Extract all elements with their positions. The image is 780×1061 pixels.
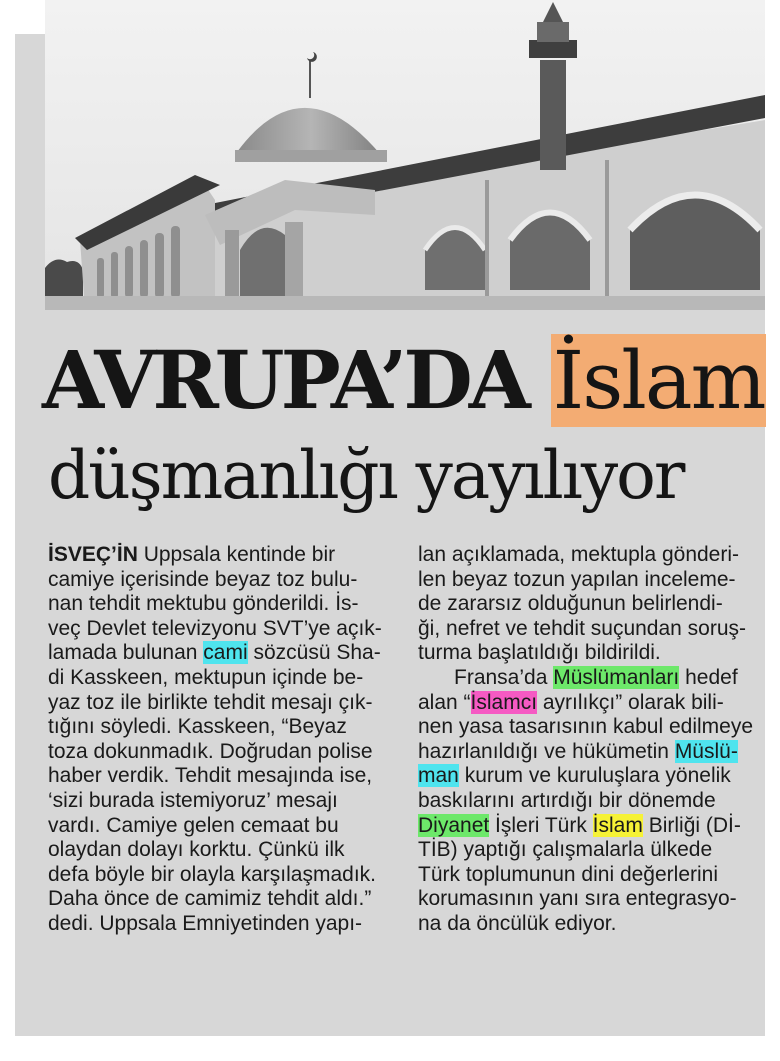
text-segment: toza dokunmadık. Doğrudan polise — [48, 739, 373, 763]
article-line — [418, 740, 762, 765]
text-segment: hedef — [679, 665, 738, 689]
article-line — [48, 641, 392, 666]
highlighted-word: Müslümanları — [553, 665, 680, 689]
article-line — [48, 912, 392, 937]
text-segment: lamada bulunan — [48, 641, 204, 665]
article-column-1 — [48, 543, 392, 937]
article-line — [48, 764, 392, 789]
text-segment: Uppsala kentinde bir — [137, 543, 336, 566]
article-line — [418, 641, 762, 666]
highlighted-word: man — [418, 764, 459, 788]
article-line — [48, 740, 392, 765]
text-segment: TİB) yaptığı çalışmalarla ülkede — [418, 838, 713, 862]
headline-line-1 — [42, 333, 766, 427]
text-segment: vardı. Camiye gelen cemaat bu — [48, 813, 339, 837]
highlighted-word: İslam — [592, 813, 643, 837]
article-line — [418, 863, 762, 888]
text-segment: turma başlatıldığı bildirildi. — [418, 641, 661, 665]
article-line — [48, 617, 392, 642]
text-segment: dedi. Uppsala Emniyetinden yapı- — [48, 911, 363, 935]
headline-line-2: düşmanlığı yayılıyor — [48, 437, 684, 514]
text-segment: de zararsız olduğunun belirlendi- — [418, 592, 723, 616]
article-line — [48, 838, 392, 863]
article-line — [418, 887, 762, 912]
text-segment: defa böyle bir olayla karşılaşmadık. — [48, 862, 376, 886]
article-line — [418, 814, 762, 839]
text-segment: Daha önce de camimiz tehdit aldı.” — [48, 887, 372, 911]
text-segment: len beyaz tozun yapılan inceleme- — [418, 567, 736, 591]
article-line — [418, 666, 762, 691]
text-segment: ği, nefret ve tehdit suçundan soruş- — [418, 616, 747, 640]
article-line — [48, 863, 392, 888]
article-line — [48, 715, 392, 740]
headline-highlight-word: İslam — [552, 334, 765, 427]
text-segment: hazırlanıldığı ve hükümetin — [418, 739, 675, 763]
text-segment: na da öncülük ediyor. — [418, 911, 617, 935]
text-segment: ‘sizi burada istemiyoruz’ mesajı — [48, 788, 338, 812]
article-line — [48, 691, 392, 716]
text-segment: olaydan dolayı korktu. Çünkü ilk — [48, 838, 345, 862]
text-segment: baskılarını artırdığı bir dönemde — [418, 788, 716, 812]
article-column-2 — [418, 543, 762, 937]
text-segment: Birliği (Dİ- — [642, 813, 741, 837]
highlighted-word: Müslü- — [674, 739, 738, 763]
article-line — [48, 543, 392, 568]
text-segment: di Kasskeen, mektupun içinde be- — [48, 665, 364, 689]
article-line — [418, 715, 762, 740]
headline-prefix: AVRUPA’DA — [42, 333, 527, 427]
text-segment: ayrılıkçı” olarak bili- — [537, 690, 724, 714]
text-segment: alan “ — [418, 690, 471, 714]
text-segment: sözcüsü Sha- — [247, 641, 381, 665]
mosque-photo — [45, 0, 765, 310]
article-line — [418, 617, 762, 642]
article-line — [48, 666, 392, 691]
article-line — [418, 568, 762, 593]
article-line — [418, 592, 762, 617]
article-line — [48, 789, 392, 814]
article-line — [418, 912, 762, 937]
text-segment: haber verdik. Tehdit mesajında ise, — [48, 764, 373, 788]
article-line — [418, 691, 762, 716]
article-line — [48, 592, 392, 617]
text-segment: veç Devlet televizyonu SVT’ye açık- — [48, 616, 382, 640]
highlighted-word: İslamcı — [470, 690, 538, 714]
text-segment: korumasının yanı sıra entegrasyo- — [418, 887, 737, 911]
text-segment: İşleri Türk — [489, 813, 593, 837]
lead-word: İSVEÇ’İN — [48, 543, 138, 566]
text-segment: Fransa’da — [454, 665, 554, 689]
text-segment: nen yasa tasarısının kabul edilmeye — [418, 715, 754, 739]
article-line — [48, 814, 392, 839]
highlighted-word: Diyanet — [418, 813, 490, 837]
text-segment: Türk toplumunun dini değerlerini — [418, 862, 718, 886]
article-line — [418, 764, 762, 789]
text-segment: lan açıklamada, mektupla gönderi- — [418, 543, 740, 566]
article-line — [418, 543, 762, 568]
article-line — [418, 789, 762, 814]
text-segment: tığını söyledi. Kasskeen, “Beyaz — [48, 715, 347, 739]
article-line — [48, 887, 392, 912]
text-segment: yaz toz ile birlikte tehdit mesajı çık- — [48, 690, 373, 714]
text-segment: camiye içerisinde beyaz toz bulu- — [48, 567, 358, 591]
text-segment: kurum ve kuruluşlara yönelik — [458, 764, 731, 788]
text-segment: nan tehdit mektubu gönderildi. İs- — [48, 592, 359, 616]
highlighted-word: cami — [203, 641, 248, 665]
article-line — [48, 568, 392, 593]
article-line — [418, 838, 762, 863]
